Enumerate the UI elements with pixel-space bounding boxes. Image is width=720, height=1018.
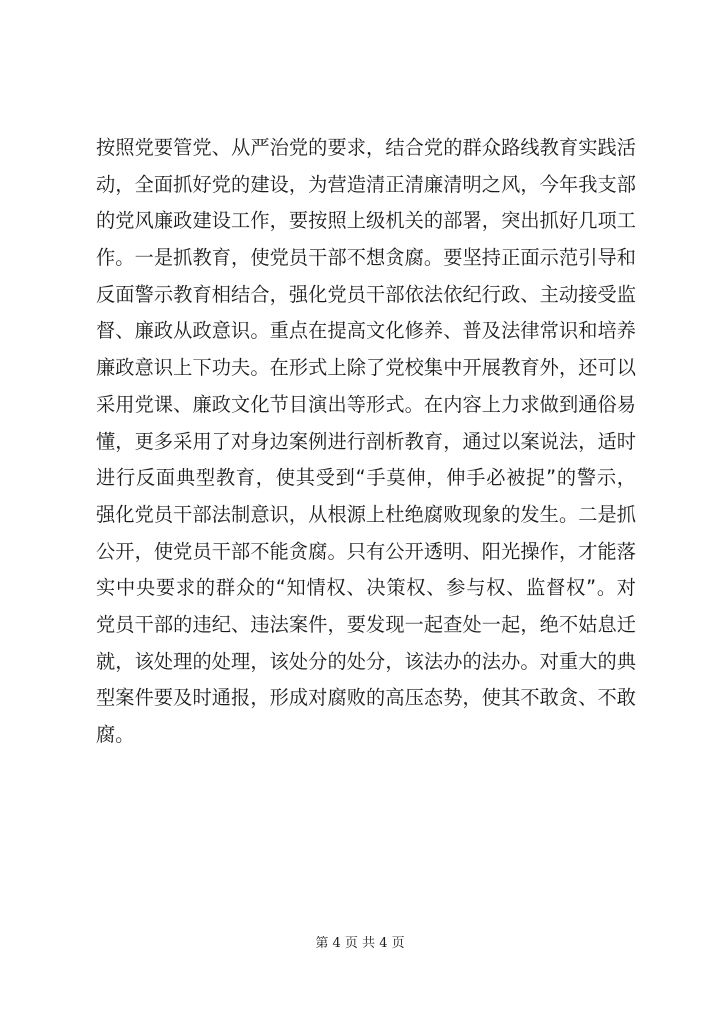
text-line: 党员干部的违纪、违法案件，要发现一起查处一起，绝不姑息迁 xyxy=(96,612,636,636)
text-line: 作。一是抓教育，使党员干部不想贪腐。要坚持正面示范引导和 xyxy=(96,246,636,270)
text-line: 廉政意识上下功夫。在形式上除了党校集中开展教育外，还可以 xyxy=(96,356,636,380)
text-line: 强化党员干部法制意识，从根源上杜绝腐败现象的发生。二是抓 xyxy=(96,502,636,526)
text-line: 型案件要及时通报，形成对腐败的高压态势，使其不敢贪、不敢 xyxy=(96,686,636,710)
text-line: 采用党课、廉政文化节目演出等形式。在内容上力求做到通俗易 xyxy=(96,392,636,416)
text-line: 按照党要管党、从严治党的要求，结合党的群众路线教育实践活 xyxy=(96,136,636,159)
text-line: 懂，更多采用了对身边案例进行剖析教育，通过以案说法，适时 xyxy=(96,429,636,453)
body-paragraph xyxy=(96,130,636,754)
text-line: 督、廉政从政意识。重点在提高文化修养、普及法律常识和培养 xyxy=(96,319,636,343)
text-line: 实中央要求的群众的“知情权、决策权、参与权、监督权”。对 xyxy=(96,576,636,600)
page-number-footer: 第 4 页 共 4 页 xyxy=(315,936,405,951)
text-line: 动，全面抓好党的建设，为营造清正清廉清明之风，今年我支部 xyxy=(96,172,636,196)
text-line: 的党风廉政建设工作，要按照上级机关的部署，突出抓好几项工 xyxy=(96,209,636,233)
text-line-last: 腐。 xyxy=(96,723,135,746)
text-line: 公开，使党员干部不能贪腐。只有公开透明、阳光操作，才能落 xyxy=(96,539,636,563)
text-line: 就，该处理的处理，该处分的处分，该法办的法办。对重大的典 xyxy=(96,649,636,673)
text-line: 反面警示教育相结合，强化党员干部依法依纪行政、主动接受监 xyxy=(96,282,636,306)
text-line: 进行反面典型教育，使其受到“手莫伸，伸手必被捉”的警示， xyxy=(96,466,636,490)
